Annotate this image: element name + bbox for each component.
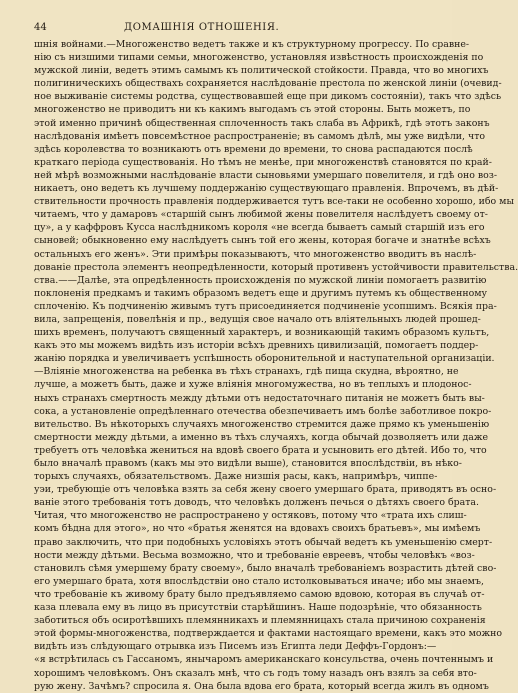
text-line: никаетъ, оно ведетъ къ лучшему поддержанію существующаго правленія. Впрочемъ, въ дѣй- <box>34 183 499 195</box>
text-line: смертности между дѣтьми, а именно въ тѣхъ случаяхъ, когда обычай дозволяетъ или даже <box>34 431 488 443</box>
text-line: рую жену. Зачѣмъ? спросила я. Она была вдова его брата, который всегда жилъ въ одномъ <box>34 680 489 692</box>
body-text <box>34 38 518 693</box>
text-line: поклоненія предкамъ и такимъ образомъ ведетъ еще и другимъ путемъ къ общественному <box>34 287 488 299</box>
text-line: комъ бѣдна для этого», но что «братья женятся на вдовахъ своихъ братьевъ», мы имѣемъ <box>34 523 481 535</box>
text-line: ное выживаніе системы родства, существовавшей еще при дикомъ состояніи), такъ что здѣсь <box>34 91 502 103</box>
text-line: этой именно причинѣ общественная сплоченность такъ слаба въ Африкѣ, гдѣ этотъ законъ <box>34 117 490 129</box>
text-line: его умершаго брата, хотя впослѣдствіи оно стало истолковываться иначе; ибо мы знаемъ, <box>34 575 484 587</box>
text-line: читаемъ, что у дамаровъ «старшій сынъ любимой жены повелителя наслѣдуетъ своему от- <box>34 209 488 221</box>
text-line: ней мѣрѣ возможными наслѣдованіе власти сыновьями умершаго повелителя, и гдѣ оно воз- <box>34 169 498 181</box>
text-line: шнія войнами.—Многоженство ведетъ также и къ структурному прогрессу. По сравне- <box>34 39 470 50</box>
text-line: шихъ временъ, получаютъ священный характеръ, и возникающій такимъ образомъ культъ, <box>34 327 490 339</box>
text-line: что требованіе къ живому брату было предъявляемо самою вдовою, которая въ случаѣ от- <box>34 588 485 600</box>
text-line: ства.——Далѣе, эта опредѣленность происхожденія по мужской линіи помогаетъ развитію <box>34 274 487 286</box>
running-title: ДОМАШНІЯ ОТНОШЕНІЯ. <box>124 22 280 33</box>
text-line: мужской линіи, ведетъ этимъ самымъ къ политической стойкости. Правда, что во многихъ <box>34 65 489 77</box>
text-line: было вначалѣ правомъ (какъ мы это видѣли выше), становится впослѣдствіи, въ нѣко- <box>34 458 462 469</box>
text-line: сплоченію. Къ подчиненію живымъ тутъ присоединяется подчиненіе усопшимъ. Всякія пра- <box>34 300 497 312</box>
text-line: цу», а у каффровъ Кусса наслѣдникомъ короля «не всегда бываетъ самый старшій изъ его <box>34 222 485 234</box>
text-line: вила, запрещенія, повелѣнія и пр., ведущія свое начало отъ вліятельныхъ людей прошед- <box>34 313 481 325</box>
text-line: сыновей; обыкновенно ему наслѣдуетъ сынъ той его жены, которая богаче и знатнѣе всѣхъ <box>34 235 491 247</box>
text-line: ствительности прочность правленія поддерживается тутъ все-таки не особенно хорошо, ибо мы <box>34 196 514 208</box>
text-line: жанію порядка и увеличиваетъ успѣшность оборонительной и наступательной организаціи. <box>34 353 495 365</box>
text-line: видѣть изъ слѣдующаго отрывка изъ Писемъ изъ Египта леди Деффъ-Гордонъ:— <box>34 641 437 653</box>
text-line: этой формы-многоженства, подтверждается и фактами настоящаго времени, какъ это можно <box>34 628 503 640</box>
text-line: ности между дѣтьми. Весьма возможно, что и требованіе евреевъ, чтобы человѣкъ «воз- <box>34 549 475 561</box>
text-line: торыхъ случаяхъ, обязательствомъ. Даже низшія расы, какъ, напримѣръ, чиппе- <box>34 471 438 483</box>
running-head <box>34 22 424 34</box>
text-line: сока, а установленіе опредѣленнаго отечества обезпечиваетъ имъ болѣе заботливое покро- <box>34 405 492 417</box>
text-line: право заключить, что при подобныхъ условіяхъ этотъ обычай ведетъ къ уменьшенію смерт- <box>34 536 493 548</box>
text-line: многоженство не приводитъ ни къ какимъ выгодамъ съ этой стороны. Быть можетъ, по <box>34 104 471 116</box>
text-line: здѣсь королевства то возникаютъ отъ времени до времени, то снова распадаются послѣ <box>34 143 473 155</box>
text-line: какъ это мы можемъ видѣть изъ исторіи всѣхъ древнихъ цивилизацій, помогаетъ поддер- <box>34 340 479 352</box>
text-line: краткаго періода существованія. Но тѣмъ не менѣе, при многоженствѣ становятся по край- <box>34 156 492 168</box>
page-number: 44 <box>34 22 47 33</box>
text-line: становилъ сѣмя умершему брату своему», было вначалѣ требованіемъ возрастить дѣтей сво- <box>34 562 497 574</box>
text-line: Читая, что многоженство не распространено у остяковъ, потому что «трата ихъ слиш- <box>34 510 467 522</box>
text-line: нію съ низшими типами семьи, многоженство, установляя извѣстность происхожденія по <box>34 52 484 64</box>
text-line: вительство. Въ нѣкоторыхъ случаяхъ многоженство стремится даже прямо къ уменьшенію <box>34 418 490 430</box>
text-line: ваніе этого требованія тотъ доводъ, что человѣкъ долженъ печься о дѣтяхъ своего брата. <box>34 497 479 509</box>
text-line: дованіе престола элементъ неопредѣленности, который противенъ устойчивости правительства. <box>34 261 518 273</box>
text-line: ныхъ странахъ смертность между дѣтьми отъ недостаточнаго питанія не можетъ быть вы- <box>34 392 485 404</box>
text-line: наслѣдованія имѣетъ повсемѣстное распространеніе; въ самомъ дѣлѣ, мы уже видѣли, что <box>34 130 486 142</box>
text-line: лучше, а можетъ быть, даже и хуже вліянія многомужества, но въ теплыхъ и плодонос- <box>34 379 472 391</box>
text-line: заботиться объ осиротѣвшихъ племянникахъ и племянницахъ стала причиною сохраненія <box>34 615 486 627</box>
text-line: «я встрѣтилась съ Гассаномъ, янычаромъ американскаго консульства, очень почтеннымъ и <box>34 654 494 666</box>
text-line: хорошимъ человѣкомъ. Онъ сказалъ мнѣ, что съ годъ тому назадъ онъ взялъ за себя вто- <box>34 667 477 679</box>
text-line: —Вліяніе многоженства на ребенка въ тѣхъ странахъ, гдѣ пища скудна, вѣроятно, не <box>34 366 459 378</box>
text-line: требуетъ отъ человѣка жениться на вдовѣ своего брата и усыновить его дѣтей. Ибо то, что <box>34 444 487 456</box>
text-line: полигиническихъ обществахъ сохраняется наслѣдованіе престола по женской линіи (очевид- <box>34 78 502 90</box>
text-line: остальныхъ его женъ». Эти примѣры показываютъ, что многоженство вводитъ въ наслѣ- <box>34 248 477 260</box>
text-line: каза плевала ему въ лицо въ присутствіи старѣйшинъ. Наше подозрѣніе, что обязанность <box>34 602 482 614</box>
text-line: уэи, требующіе отъ человѣка взять за себя жену своего умершаго брата, приводятъ въ осно- <box>34 484 497 496</box>
